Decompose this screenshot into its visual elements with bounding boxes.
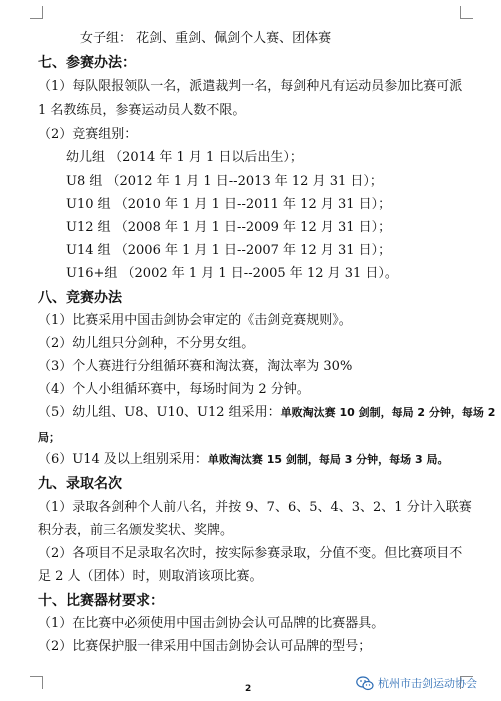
- watermark: [356, 675, 477, 691]
- text-line: （2）比赛保护服一律采用中国击剑协会认可品牌的型号；: [38, 639, 372, 654]
- page-number: 2: [245, 684, 252, 694]
- text-line: （2）幼儿组只分剑种，不分男女组。: [38, 336, 255, 351]
- wechat-icon: [356, 676, 374, 691]
- text-line: 局；: [38, 431, 60, 444]
- text-line: （2）竞赛组别：: [38, 127, 138, 142]
- text-segment: （5）幼儿组、U8、U10、U12 组采用：: [38, 405, 281, 420]
- section-heading-9: 九、录取名次: [38, 476, 122, 492]
- text-line: （2）各项目不足录取名次时，按实际参赛录取，分值不变。但比赛项目不: [38, 546, 463, 561]
- text-line: U10 组 （2010 年 1 月 1 日--2011 年 12 月 31 日）；: [66, 197, 392, 212]
- text-line: （1）每队限报领队一名，派遣裁判一名，每剑种凡有运动员参加比赛可派: [38, 79, 463, 94]
- text-line: 幼儿组 （2014 年 1 月 1 日以后出生）；: [66, 150, 303, 165]
- text-line: （1）录取各剑种个人前八名，并按 9、7、6、5、4、3、2、1 分计入联赛: [38, 500, 472, 515]
- text-line: （1）比赛采用中国击剑协会审定的《击剑竞赛规则》。: [38, 313, 352, 328]
- section-heading-10: 十、比赛器材要求：: [38, 593, 164, 609]
- text-segment: （6）U14 及以上组别采用：: [38, 452, 208, 467]
- bold-text-segment: 单败淘汰赛 10 剑制，每局 2 分钟，每场 2: [280, 406, 496, 419]
- text-line: 积分表，前三名颁发奖状、奖牌。: [38, 523, 234, 538]
- text-line: [38, 405, 495, 421]
- text-line: （3）个人赛进行分组循环赛和淘汰赛，淘汰率为 30%: [38, 359, 353, 374]
- text-line: 足 2 人（团体）时，则取消该项比赛。: [38, 569, 263, 584]
- text-line: U8 组 （2012 年 1 月 1 日--2013 年 12 月 31 日）；: [66, 174, 383, 189]
- watermark-text: 杭州市击剑运动协会: [378, 677, 477, 690]
- section-heading-8: 八、竞赛办法: [38, 290, 122, 306]
- text-line: （4）个人小组循环赛中，每场时间为 2 分钟。: [38, 382, 310, 397]
- text-line: 女子组： 花剑、重剑、佩剑个人赛、团体赛: [80, 31, 332, 46]
- bold-text-segment: 单败淘汰赛 15 剑制，每局 3 分钟，每场 3 局。: [207, 453, 449, 466]
- crop-mark-top-right: [460, 6, 473, 19]
- text-line: 1 名教练员，参赛运动员人数不限。: [38, 103, 246, 118]
- text-line: U16+组 （2002 年 1 月 1 日--2005 年 12 月 31 日）。: [66, 266, 398, 281]
- crop-mark-top-left: [30, 6, 43, 19]
- text-line: U12 组 （2008 年 1 月 1 日--2009 年 12 月 31 日）；: [66, 220, 392, 235]
- text-line: U14 组 （2006 年 1 月 1 日--2007 年 12 月 31 日）；: [66, 243, 392, 258]
- section-heading-7: 七、参赛办法：: [38, 55, 136, 71]
- text-line: [38, 452, 449, 468]
- text-line: （1）在比赛中必须使用中国击剑协会认可品牌的比赛器具。: [38, 616, 385, 631]
- crop-mark-bottom-left: [30, 676, 43, 689]
